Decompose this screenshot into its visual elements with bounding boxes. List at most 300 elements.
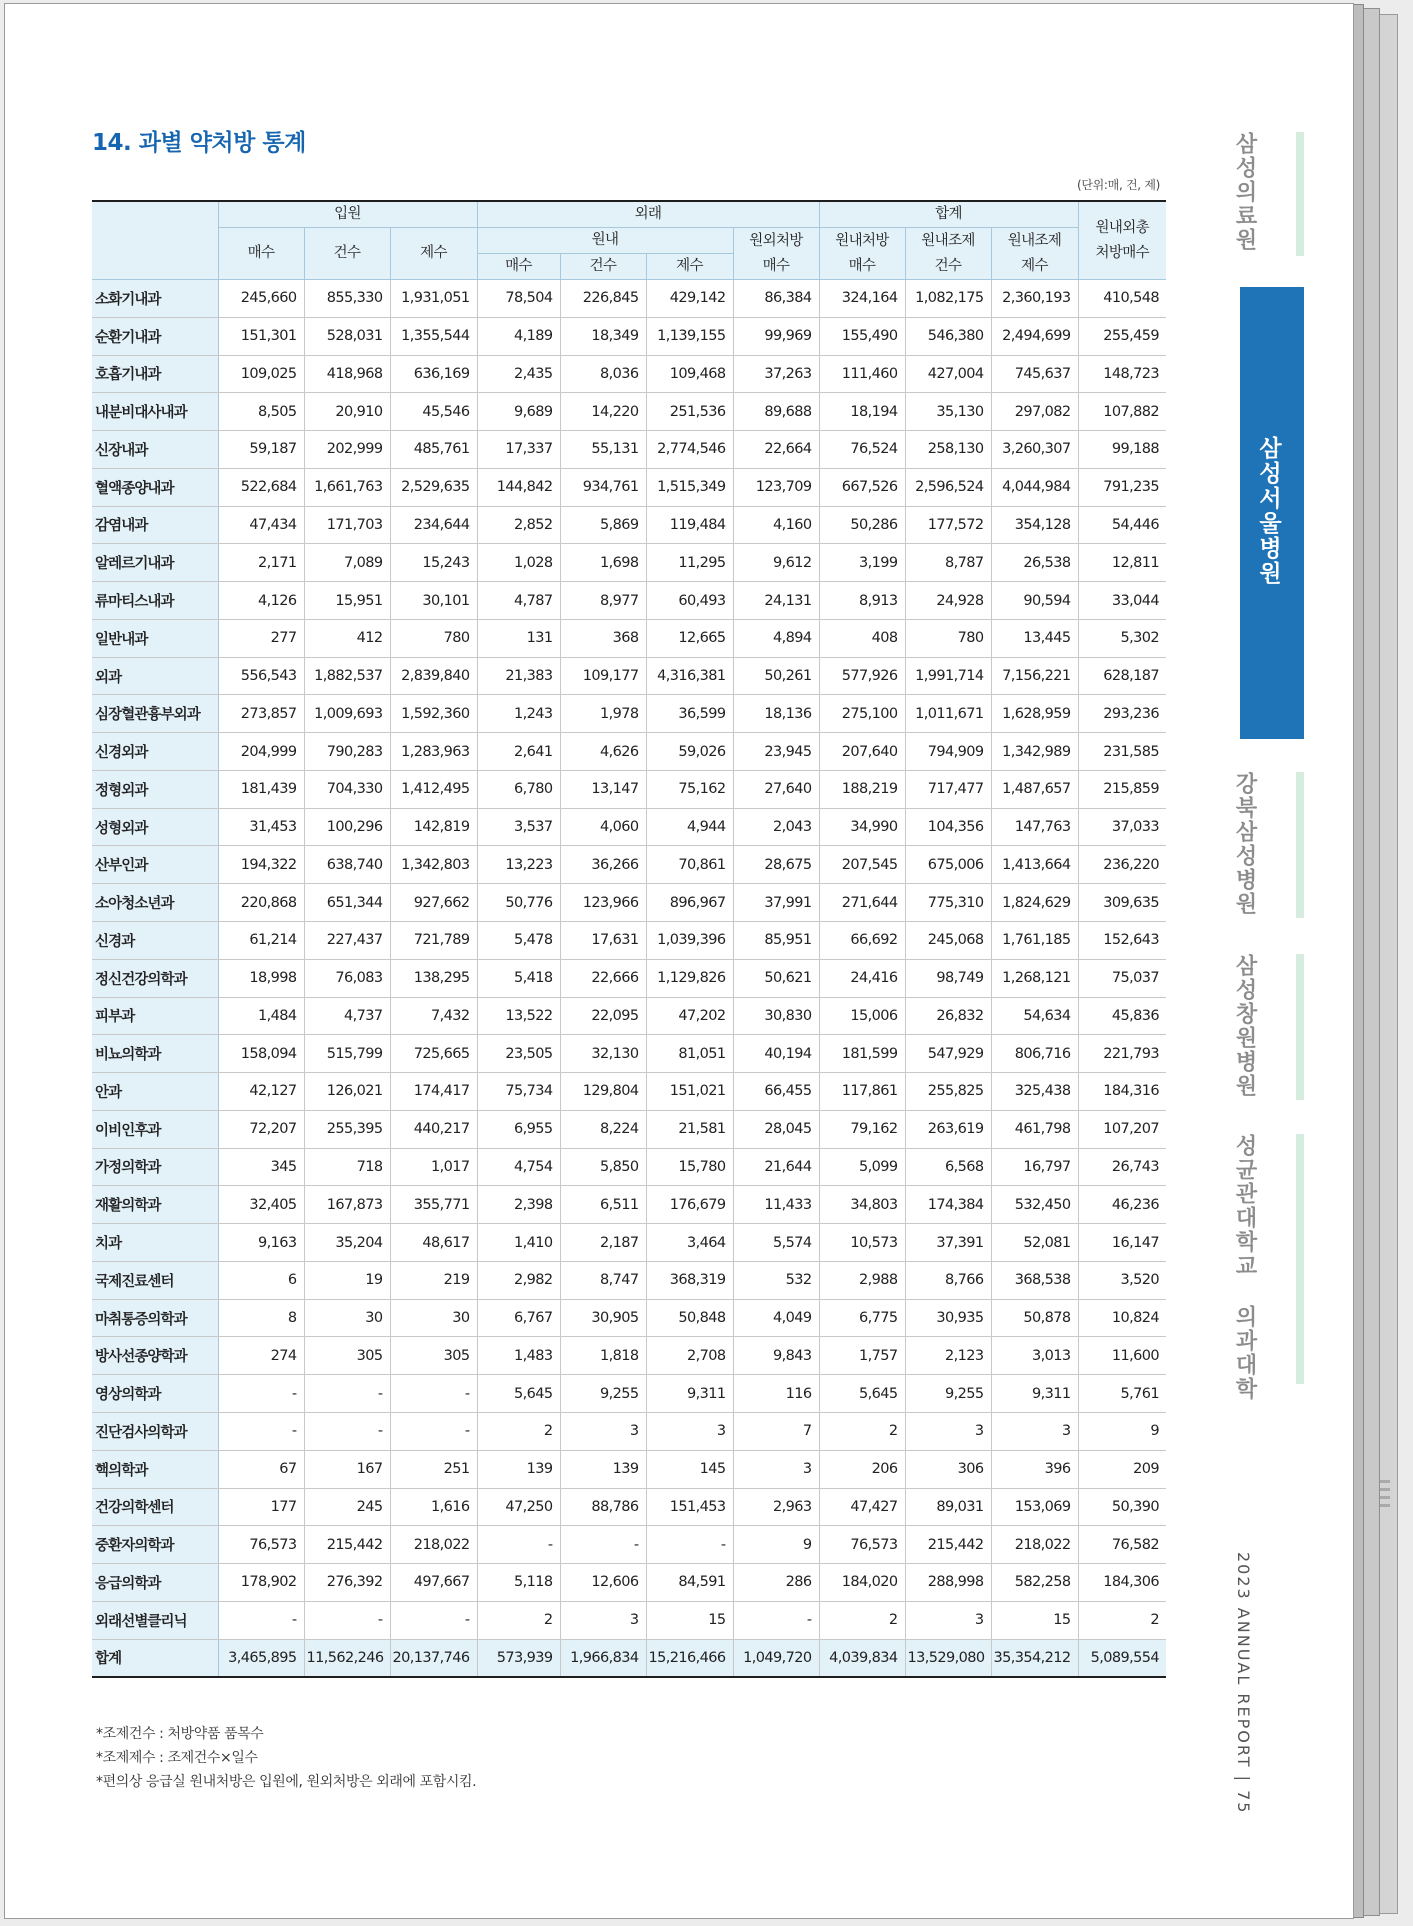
table-cell: -	[477, 1526, 560, 1564]
table-cell: 50,390	[1078, 1488, 1166, 1526]
table-cell: -	[390, 1412, 477, 1450]
table-cell: 3	[560, 1412, 646, 1450]
table-cell: 276,392	[304, 1564, 390, 1602]
table-cell: 28,675	[733, 846, 819, 884]
table-cell: 638,740	[304, 846, 390, 884]
table-cell: 667,526	[819, 468, 905, 506]
table-cell: 37,391	[905, 1224, 991, 1262]
department-name: 신경과	[92, 922, 218, 960]
table-cell: 675,006	[905, 846, 991, 884]
table-row	[92, 355, 1166, 393]
table-cell: 5,118	[477, 1564, 560, 1602]
table-cell: 408	[819, 619, 905, 657]
table-cell: 8,747	[560, 1261, 646, 1299]
table-cell: 1,487,657	[991, 770, 1078, 808]
department-name: 건강의학센터	[92, 1488, 218, 1526]
table-cell: 3,260,307	[991, 431, 1078, 469]
table-cell: 4,126	[218, 582, 304, 620]
table-cell: 717,477	[905, 770, 991, 808]
table-cell: 896,967	[646, 884, 733, 922]
table-cell: 28,045	[733, 1110, 819, 1148]
table-cell: 3,520	[1078, 1261, 1166, 1299]
table-cell: 10,824	[1078, 1299, 1166, 1337]
table-row	[92, 808, 1166, 846]
header-in-prep-doses: 원내조제 제수	[991, 228, 1078, 280]
table-cell: 85,951	[733, 922, 819, 960]
table-cell: 1,483	[477, 1337, 560, 1375]
table-cell: 275,100	[819, 695, 905, 733]
table-cell: 3	[905, 1412, 991, 1450]
table-cell: 18,998	[218, 959, 304, 997]
total-cell: 15,216,466	[646, 1639, 733, 1677]
table-cell: 2	[819, 1601, 905, 1639]
table-cell: 220,868	[218, 884, 304, 922]
department-name: 소아청소년과	[92, 884, 218, 922]
table-cell: 9,612	[733, 544, 819, 582]
table-cell: 152,643	[1078, 922, 1166, 960]
side-tab-marker	[1296, 954, 1304, 1100]
table-cell: 181,439	[218, 770, 304, 808]
table-cell: 9	[1078, 1412, 1166, 1450]
table-row	[92, 1337, 1166, 1375]
table-cell: 3,199	[819, 544, 905, 582]
header-in-out-total: 원내외총 처방매수	[1078, 201, 1166, 280]
table-cell: 151,453	[646, 1488, 733, 1526]
table-cell: 45,836	[1078, 997, 1166, 1035]
department-name: 재활의학과	[92, 1186, 218, 1224]
table-cell: 1,757	[819, 1337, 905, 1375]
table-cell: 153,069	[991, 1488, 1078, 1526]
table-cell: 167,873	[304, 1186, 390, 1224]
footnotes	[96, 1722, 476, 1794]
table-cell: 1,818	[560, 1337, 646, 1375]
table-cell: 1,628,959	[991, 695, 1078, 733]
table-row	[92, 770, 1166, 808]
table-cell: 17,337	[477, 431, 560, 469]
table-cell: 8,766	[905, 1261, 991, 1299]
total-cell: 13,529,080	[905, 1639, 991, 1677]
table-cell: 117,861	[819, 1073, 905, 1111]
table-cell: 35,204	[304, 1224, 390, 1262]
table-cell: 89,688	[733, 393, 819, 431]
table-cell: 1,342,803	[390, 846, 477, 884]
table-cell: 231,585	[1078, 733, 1166, 771]
table-cell: 5,418	[477, 959, 560, 997]
table-cell: 1,698	[560, 544, 646, 582]
table-row	[92, 1110, 1166, 1148]
table-cell: 1,410	[477, 1224, 560, 1262]
table-cell: 528,031	[304, 317, 390, 355]
table-cell: 6,511	[560, 1186, 646, 1224]
table-cell: 151,021	[646, 1073, 733, 1111]
table-cell: 1,129,826	[646, 959, 733, 997]
side-tab-samsung-seoul-hospital[interactable]: 삼성서울병원	[1255, 436, 1281, 586]
table-cell: 184,306	[1078, 1564, 1166, 1602]
table-cell: 90,594	[991, 582, 1078, 620]
table-cell: 461,798	[991, 1110, 1078, 1148]
table-cell: 5,302	[1078, 619, 1166, 657]
prescription-stats-table	[92, 200, 1166, 1678]
table-cell: 9,689	[477, 393, 560, 431]
table-cell: -	[218, 1412, 304, 1450]
table-cell: 40,194	[733, 1035, 819, 1073]
table-cell: 218,022	[390, 1526, 477, 1564]
table-cell: 50,848	[646, 1299, 733, 1337]
table-cell: 1,268,121	[991, 959, 1078, 997]
table-cell: 15,006	[819, 997, 905, 1035]
table-cell: 66,455	[733, 1073, 819, 1111]
table-cell: 2,360,193	[991, 280, 1078, 318]
table-row	[92, 431, 1166, 469]
table-cell: 7,089	[304, 544, 390, 582]
table-cell: 2,123	[905, 1337, 991, 1375]
table-cell: 5,761	[1078, 1375, 1166, 1413]
table-cell: 76,573	[819, 1526, 905, 1564]
table-cell: 176,679	[646, 1186, 733, 1224]
department-name: 치과	[92, 1224, 218, 1262]
table-cell: 8,036	[560, 355, 646, 393]
table-cell: 577,926	[819, 657, 905, 695]
table-cell: 1,139,155	[646, 317, 733, 355]
table-cell: 4,049	[733, 1299, 819, 1337]
table-cell: 84,591	[646, 1564, 733, 1602]
table-cell: 3	[733, 1450, 819, 1488]
page-title: 14. 과별 약처방 통계	[92, 130, 306, 156]
table-cell: 81,051	[646, 1035, 733, 1073]
table-cell: 178,902	[218, 1564, 304, 1602]
table-cell: 309,635	[1078, 884, 1166, 922]
table-cell: 109,025	[218, 355, 304, 393]
table-cell: 144,842	[477, 468, 560, 506]
table-cell: 1,412,495	[390, 770, 477, 808]
table-cell: 13,223	[477, 846, 560, 884]
table-cell: 76,524	[819, 431, 905, 469]
table-cell: 126,021	[304, 1073, 390, 1111]
table-cell: 142,819	[390, 808, 477, 846]
table-cell: 13,445	[991, 619, 1078, 657]
table-cell: 139	[477, 1450, 560, 1488]
table-cell: 2,839,840	[390, 657, 477, 695]
table-cell: 52,081	[991, 1224, 1078, 1262]
table-cell: 790,283	[304, 733, 390, 771]
table-cell: 2,435	[477, 355, 560, 393]
table-cell: 4,160	[733, 506, 819, 544]
header-inpatient-doses: 제수	[390, 228, 477, 280]
side-tab-kangbuk-samsung[interactable]: 강북삼성병원	[1232, 772, 1257, 916]
table-cell: 2	[477, 1601, 560, 1639]
table-row	[92, 506, 1166, 544]
header-out-cases: 건수	[560, 254, 646, 280]
table-cell: 2,982	[477, 1261, 560, 1299]
table-cell: 181,599	[819, 1035, 905, 1073]
table-cell: 54,634	[991, 997, 1078, 1035]
table-cell: 258,130	[905, 431, 991, 469]
table-cell: 556,543	[218, 657, 304, 695]
table-cell: 3,537	[477, 808, 560, 846]
table-cell: 780	[390, 619, 477, 657]
department-name: 피부과	[92, 997, 218, 1035]
table-cell: 47,202	[646, 997, 733, 1035]
table-cell: 12,665	[646, 619, 733, 657]
total-cell: 11,562,246	[304, 1639, 390, 1677]
table-cell: 21,581	[646, 1110, 733, 1148]
table-row	[92, 1224, 1166, 1262]
table-cell: 99,969	[733, 317, 819, 355]
header-out-doses: 제수	[646, 254, 733, 280]
table-cell: 410,548	[1078, 280, 1166, 318]
table-cell: 6,767	[477, 1299, 560, 1337]
table-cell: 532	[733, 1261, 819, 1299]
table-cell: 123,966	[560, 884, 646, 922]
table-cell: 368,319	[646, 1261, 733, 1299]
table-cell: 50,261	[733, 657, 819, 695]
table-cell: 109,468	[646, 355, 733, 393]
table-cell: 775,310	[905, 884, 991, 922]
table-cell: 30,935	[905, 1299, 991, 1337]
page-edge-ridge	[1380, 1504, 1390, 1507]
table-header	[92, 201, 1166, 280]
table-footer	[92, 1639, 1166, 1677]
table-cell: 70,861	[646, 846, 733, 884]
table-cell: 721,789	[390, 922, 477, 960]
table-cell: 934,761	[560, 468, 646, 506]
total-cell: 3,465,895	[218, 1639, 304, 1677]
table-cell: -	[646, 1526, 733, 1564]
table-cell: 255,825	[905, 1073, 991, 1111]
table-cell: 234,644	[390, 506, 477, 544]
table-cell: 104,356	[905, 808, 991, 846]
table-cell: 1,039,396	[646, 922, 733, 960]
table-cell: 429,142	[646, 280, 733, 318]
table-cell: 86,384	[733, 280, 819, 318]
table-cell: 45,546	[390, 393, 477, 431]
department-name: 산부인과	[92, 846, 218, 884]
table-cell: 16,797	[991, 1148, 1078, 1186]
table-cell: 76,582	[1078, 1526, 1166, 1564]
table-cell: 1,592,360	[390, 695, 477, 733]
table-cell: 46,236	[1078, 1186, 1166, 1224]
table-cell: 227,437	[304, 922, 390, 960]
table-cell: 215,442	[905, 1526, 991, 1564]
table-cell: 18,136	[733, 695, 819, 733]
table-cell: 21,383	[477, 657, 560, 695]
department-name: 응급의학과	[92, 1564, 218, 1602]
table-cell: 37,991	[733, 884, 819, 922]
table-cell: 277	[218, 619, 304, 657]
department-name: 류마티스내과	[92, 582, 218, 620]
table-cell: 355,771	[390, 1186, 477, 1224]
table-cell: 515,799	[304, 1035, 390, 1073]
side-tab-samsung-medical-center[interactable]: 삼성의료원	[1232, 132, 1257, 252]
table-cell: 26,743	[1078, 1148, 1166, 1186]
table-cell: 263,619	[905, 1110, 991, 1148]
table-cell: 13,522	[477, 997, 560, 1035]
table-cell: 55,131	[560, 431, 646, 469]
total-cell: 573,939	[477, 1639, 560, 1677]
table-cell: 1,761,185	[991, 922, 1078, 960]
table-cell: 547,929	[905, 1035, 991, 1073]
header-corner	[92, 201, 218, 280]
table-cell: 3,013	[991, 1337, 1078, 1375]
table-row	[92, 280, 1166, 318]
table-cell: 174,417	[390, 1073, 477, 1111]
table-cell: 2,043	[733, 808, 819, 846]
table-cell: 2,641	[477, 733, 560, 771]
table-cell: 184,020	[819, 1564, 905, 1602]
table-cell: 1,243	[477, 695, 560, 733]
department-name: 신경외과	[92, 733, 218, 771]
table-cell: 215,859	[1078, 770, 1166, 808]
table-body	[92, 280, 1166, 1640]
table-cell: -	[218, 1375, 304, 1413]
total-cell: 35,354,212	[991, 1639, 1078, 1677]
table-cell: 5,850	[560, 1148, 646, 1186]
table-cell: 18,349	[560, 317, 646, 355]
table-cell: 11,600	[1078, 1337, 1166, 1375]
table-cell: 1,824,629	[991, 884, 1078, 922]
unit-note: (단위:매, 건, 제)	[1076, 178, 1160, 192]
table-cell: 50,286	[819, 506, 905, 544]
table-cell: 3	[905, 1601, 991, 1639]
table-cell: -	[733, 1601, 819, 1639]
table-cell: 636,169	[390, 355, 477, 393]
table-cell: 66,692	[819, 922, 905, 960]
table-cell: 2,596,524	[905, 468, 991, 506]
table-cell: 15,951	[304, 582, 390, 620]
table-cell: 10,573	[819, 1224, 905, 1262]
table-cell: 11,433	[733, 1186, 819, 1224]
table-cell: 791,235	[1078, 468, 1166, 506]
table-cell: 26,538	[991, 544, 1078, 582]
table-row	[92, 657, 1166, 695]
department-name: 방사선종양학과	[92, 1337, 218, 1375]
footnote: *편의상 응급실 원내처방은 입원에, 원외처방은 외래에 포함시킴.	[96, 1774, 477, 1790]
table-row	[92, 393, 1166, 431]
table-cell: -	[560, 1526, 646, 1564]
table-cell: 37,263	[733, 355, 819, 393]
table-cell: 27,640	[733, 770, 819, 808]
table-cell: 255,395	[304, 1110, 390, 1148]
table-cell: 582,258	[991, 1564, 1078, 1602]
table-cell: 5,478	[477, 922, 560, 960]
page-edge-ridge	[1380, 1480, 1390, 1483]
table-cell: 131	[477, 619, 560, 657]
department-name: 순환기내과	[92, 317, 218, 355]
department-name: 정신건강의학과	[92, 959, 218, 997]
table-cell: 6	[218, 1261, 304, 1299]
table-cell: 2	[477, 1412, 560, 1450]
table-cell: 202,999	[304, 431, 390, 469]
department-name: 일반내과	[92, 619, 218, 657]
table-cell: 9,255	[905, 1375, 991, 1413]
table-row	[92, 468, 1166, 506]
table-cell: 218,022	[991, 1526, 1078, 1564]
table-cell: 286	[733, 1564, 819, 1602]
table-cell: 30,830	[733, 997, 819, 1035]
table-cell: 927,662	[390, 884, 477, 922]
table-cell: 4,316,381	[646, 657, 733, 695]
table-cell: 368	[560, 619, 646, 657]
table-cell: 42,127	[218, 1073, 304, 1111]
table-cell: 2,963	[733, 1488, 819, 1526]
table-cell: 8,787	[905, 544, 991, 582]
side-tab-samsung-changwon[interactable]: 삼성창원병원	[1232, 954, 1257, 1098]
table-cell: 78,504	[477, 280, 560, 318]
table-row	[92, 1526, 1166, 1564]
total-cell: 1,966,834	[560, 1639, 646, 1677]
table-cell: 75,162	[646, 770, 733, 808]
table-cell: 72,207	[218, 1110, 304, 1148]
table-cell: 148,723	[1078, 355, 1166, 393]
table-cell: 60,493	[646, 582, 733, 620]
department-name: 이비인후과	[92, 1110, 218, 1148]
department-name: 진단검사의학과	[92, 1412, 218, 1450]
table-cell: 293,236	[1078, 695, 1166, 733]
table-cell: 194,322	[218, 846, 304, 884]
table-row	[92, 1261, 1166, 1299]
table-cell: 305	[390, 1337, 477, 1375]
table-cell: 1,028	[477, 544, 560, 582]
table-cell: 4,894	[733, 619, 819, 657]
table-cell: 8,913	[819, 582, 905, 620]
side-tab-marker	[1296, 1134, 1304, 1384]
table-cell: 1,931,051	[390, 280, 477, 318]
department-name: 영상의학과	[92, 1375, 218, 1413]
table-row	[92, 317, 1166, 355]
table-cell: 79,162	[819, 1110, 905, 1148]
table-cell: 1,017	[390, 1148, 477, 1186]
table-cell: 9,843	[733, 1337, 819, 1375]
table-cell: 1,413,664	[991, 846, 1078, 884]
table-cell: 54,446	[1078, 506, 1166, 544]
table-cell: 1,082,175	[905, 280, 991, 318]
department-name: 신장내과	[92, 431, 218, 469]
table-row	[92, 1299, 1166, 1337]
table-cell: 354,128	[991, 506, 1078, 544]
table-cell: 4,189	[477, 317, 560, 355]
side-tab-skku-medicine[interactable]: 성균관대학교 의과대학	[1232, 1134, 1257, 1401]
table-cell: 2,708	[646, 1337, 733, 1375]
table-cell: 188,219	[819, 770, 905, 808]
table-cell: 273,857	[218, 695, 304, 733]
table-cell: 4,044,984	[991, 468, 1078, 506]
department-name: 국제진료센터	[92, 1261, 218, 1299]
header-inpatient-cases: 건수	[304, 228, 390, 280]
table-cell: 174,384	[905, 1186, 991, 1224]
table-cell: 306	[905, 1450, 991, 1488]
table-row	[92, 1035, 1166, 1073]
table-cell: 167	[304, 1450, 390, 1488]
table-cell: 47,434	[218, 506, 304, 544]
table-cell: 47,250	[477, 1488, 560, 1526]
total-label: 합계	[92, 1639, 218, 1677]
table-cell: 36,266	[560, 846, 646, 884]
table-cell: 745,637	[991, 355, 1078, 393]
table-cell: 47,427	[819, 1488, 905, 1526]
header-in-rx-sheets: 원내처방 매수	[819, 228, 905, 280]
table-cell: 34,990	[819, 808, 905, 846]
table-cell: 17,631	[560, 922, 646, 960]
table-cell: 99,188	[1078, 431, 1166, 469]
table-cell: 8,505	[218, 393, 304, 431]
table-cell: 532,450	[991, 1186, 1078, 1224]
table-cell: 32,130	[560, 1035, 646, 1073]
table-cell: 324,164	[819, 280, 905, 318]
department-name: 정형외과	[92, 770, 218, 808]
table-cell: 651,344	[304, 884, 390, 922]
table-cell: 274	[218, 1337, 304, 1375]
table-cell: 5,869	[560, 506, 646, 544]
